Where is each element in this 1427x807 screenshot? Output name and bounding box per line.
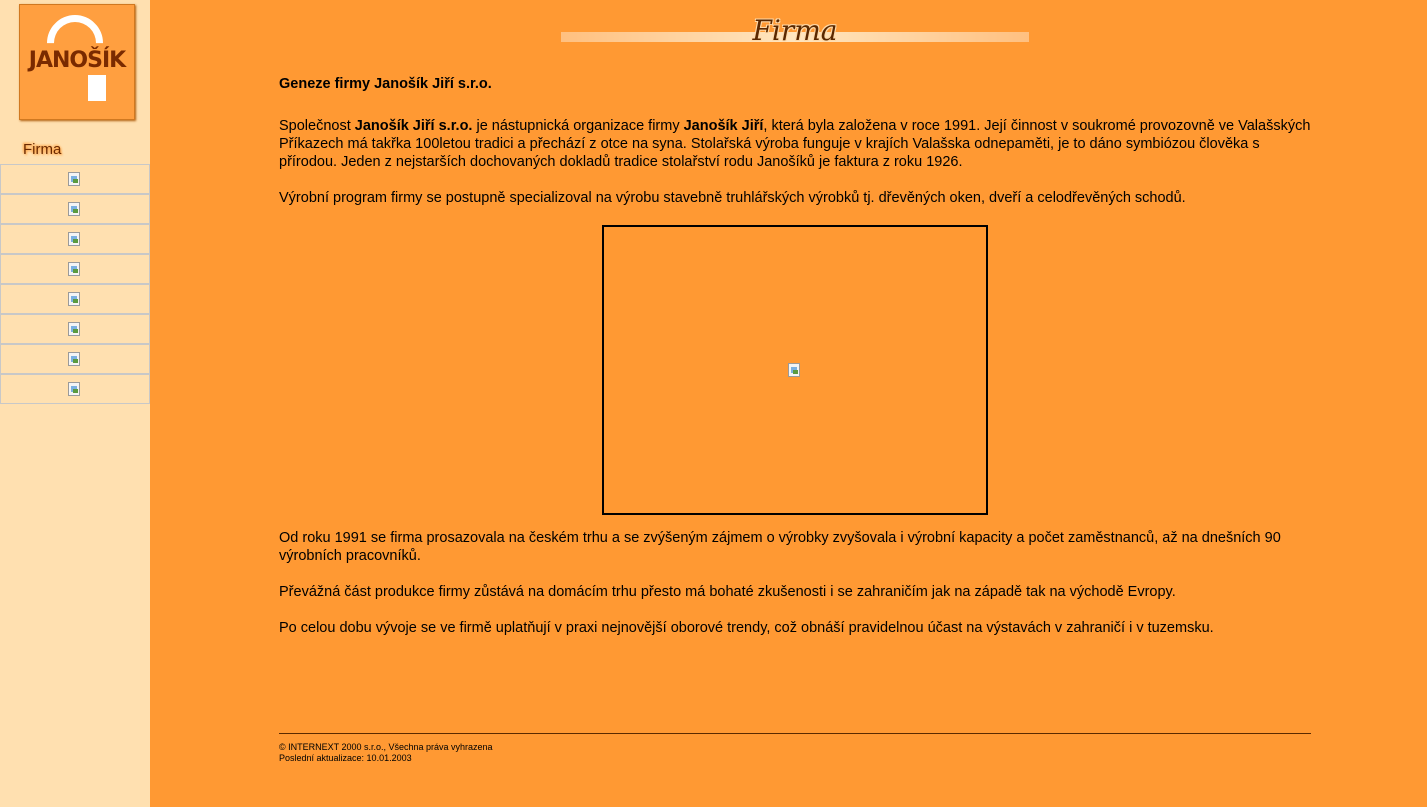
sidebar-item-6[interactable]: [0, 314, 150, 344]
sidebar: [0, 0, 150, 807]
broken-image-icon: [68, 232, 80, 246]
paragraph-program: Výrobní program firmy se postupně specializoval na výrobu stavebně truhlářských výrobků tj. dřevěných oken, dveří a celodřevěných schodů.: [279, 190, 1186, 206]
broken-image-icon: [788, 363, 800, 377]
paragraph-markets: Převážná část produkce firmy zůstává na domácím trhu přesto má bohaté zkušenosti i se zahraničím jak na západě tak na východě Evropy.: [279, 584, 1176, 600]
logo-block-shape: [88, 75, 106, 101]
company-photo: [602, 225, 988, 515]
nav-current-section[interactable]: Firma: [23, 141, 62, 158]
broken-image-icon: [68, 292, 80, 306]
intro-text-2: je nástupnická organizace firmy: [472, 118, 684, 134]
broken-image-icon: [68, 322, 80, 336]
company-logo[interactable]: [19, 4, 135, 120]
broken-image-icon: [68, 172, 80, 186]
intro-bold-company: Janošík Jiří s.r.o.: [354, 118, 473, 134]
content-heading: Geneze firmy Janošík Jiří s.r.o.: [279, 76, 492, 92]
paragraph-growth: Od roku 1991 se firma prosazovala na českém trhu a se zvýšeným zájmem o výrobky zvyšovala i výrobní kapacity a počet zaměstnanců, až na dnešních 90 výrobních pracovníků.: [279, 530, 1281, 564]
page-title: Firma: [752, 14, 838, 47]
paragraph-intro: [279, 117, 1311, 171]
paragraph-trends: Po celou dobu vývoje se ve firmě uplatňují v praxi nejnovější oborové trendy, což obnáší pravidelnou účast na výstavách v zahraničí i v tuzemsku.: [279, 620, 1214, 636]
intro-text-1: Společnost: [279, 118, 355, 134]
footer-copyright: © INTERNEXT 2000 s.r.o., Všechna práva vyhrazena: [279, 742, 493, 752]
broken-image-icon: [68, 382, 80, 396]
sidebar-item-1[interactable]: [0, 164, 150, 194]
main-content: [279, 75, 1311, 655]
broken-image-icon: [68, 202, 80, 216]
broken-image-icon: [68, 352, 80, 366]
broken-image-icon: [68, 262, 80, 276]
sidebar-item-8[interactable]: [0, 374, 150, 404]
sidebar-item-7[interactable]: [0, 344, 150, 374]
sidebar-item-3[interactable]: [0, 224, 150, 254]
intro-text-3: , která byla založena v roce 1991. Její činnost v soukromé provozovně ve Valašských Příkazech má takřka 100letou tradici a přechází z otce na syna. Stolařská výroba funguje v krajích Valašska odnepaměti, je to dáno symbiózou člověka s přírodou. Jeden z nejstarších dochovaných dokladů tradice stolařství rodu Janošíků je faktura z roku 1926.: [279, 118, 1311, 170]
sidebar-item-5[interactable]: [0, 284, 150, 314]
sidebar-item-2[interactable]: [0, 194, 150, 224]
footer-last-updated: Poslední aktualizace: 10.01.2003: [279, 753, 412, 763]
intro-bold-founder: Janošík Jiří: [683, 118, 764, 134]
footer: [279, 733, 1311, 764]
logo-text: JANOŠÍK: [28, 48, 126, 73]
sidebar-item-4[interactable]: [0, 254, 150, 284]
sidebar-nav: [0, 164, 150, 404]
